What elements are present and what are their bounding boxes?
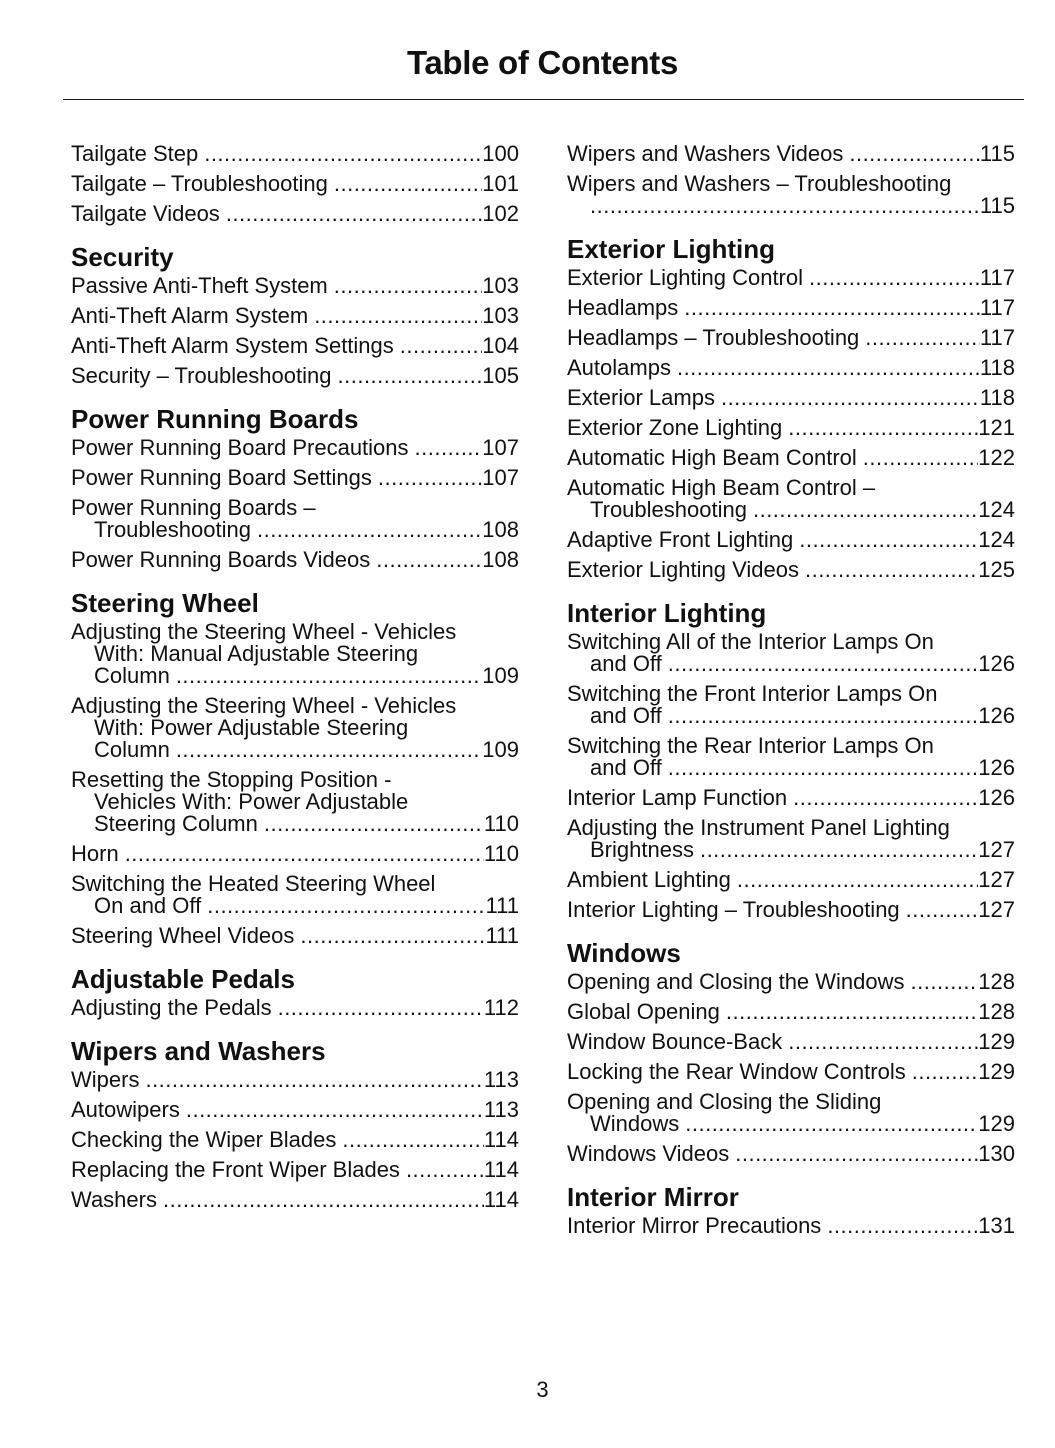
toc-entry[interactable] bbox=[567, 683, 1015, 727]
toc-entry-line bbox=[71, 1189, 519, 1211]
dot-leader bbox=[753, 499, 978, 521]
toc-entry-line bbox=[71, 549, 519, 571]
toc-entry[interactable] bbox=[567, 1215, 1015, 1237]
dot-leader bbox=[300, 925, 485, 947]
toc-page-number: 111 bbox=[485, 923, 519, 948]
toc-entry-line bbox=[71, 621, 519, 643]
toc-entry-line bbox=[71, 275, 519, 297]
toc-entry-title: Washers bbox=[71, 1187, 157, 1212]
toc-entry-line bbox=[71, 437, 519, 459]
toc-entry[interactable] bbox=[567, 267, 1015, 289]
toc-section bbox=[71, 1035, 519, 1211]
toc-entry-line bbox=[71, 643, 519, 665]
toc-entry-line bbox=[567, 971, 1015, 993]
toc-entry-line bbox=[71, 497, 519, 519]
toc-page-number: 107 bbox=[482, 435, 519, 460]
section-heading: Steering Wheel bbox=[71, 588, 259, 618]
toc-entry-line bbox=[567, 559, 1015, 581]
toc-section bbox=[567, 937, 1015, 1165]
toc-section bbox=[567, 233, 1015, 581]
toc-page-number: 115 bbox=[979, 193, 1015, 218]
toc-entry-title: Wipers bbox=[71, 1067, 140, 1092]
toc-entry[interactable] bbox=[71, 1159, 519, 1181]
toc-entry[interactable] bbox=[71, 173, 519, 195]
dot-leader bbox=[906, 899, 979, 921]
toc-entry-title: Adjusting the Pedals bbox=[71, 995, 272, 1020]
toc-entry[interactable] bbox=[567, 417, 1015, 439]
toc-entry-title: Horn bbox=[71, 841, 119, 866]
toc-entry-line bbox=[567, 757, 1015, 779]
toc-entry-title: Adjusting the Steering Wheel - Vehicles bbox=[71, 693, 457, 718]
toc-page-number: 100 bbox=[482, 141, 519, 166]
toc-entry-line bbox=[71, 895, 519, 917]
dot-leader bbox=[176, 739, 482, 761]
toc-entry-title: Checking the Wiper Blades bbox=[71, 1127, 337, 1152]
toc-entry-line bbox=[567, 1031, 1015, 1053]
dot-leader bbox=[668, 757, 979, 779]
dot-leader bbox=[700, 839, 978, 861]
toc-entry-line bbox=[567, 267, 1015, 289]
dot-leader bbox=[668, 653, 979, 675]
toc-entry-line bbox=[71, 173, 519, 195]
dot-leader bbox=[176, 665, 482, 687]
toc-page-number: 125 bbox=[978, 557, 1015, 582]
dot-leader bbox=[805, 559, 978, 581]
dot-leader bbox=[257, 519, 482, 541]
dot-leader bbox=[334, 173, 482, 195]
toc-section bbox=[71, 587, 519, 947]
toc-entry-line bbox=[567, 705, 1015, 727]
toc-entry-title: Headlamps – Troubleshooting bbox=[567, 325, 860, 350]
dot-leader bbox=[334, 275, 483, 297]
toc-entry[interactable] bbox=[567, 1031, 1015, 1053]
toc-entry[interactable] bbox=[71, 549, 519, 571]
toc-entry-line bbox=[71, 739, 519, 761]
toc-page-number: 108 bbox=[482, 517, 519, 542]
toc-page-number: 122 bbox=[978, 445, 1015, 470]
toc-page-number: 126 bbox=[978, 703, 1015, 728]
toc-entry-line bbox=[567, 735, 1015, 757]
dot-leader bbox=[145, 1069, 483, 1091]
toc-entry-line bbox=[71, 519, 519, 541]
toc-page-number: 114 bbox=[483, 1157, 519, 1182]
section-heading: Adjustable Pedals bbox=[71, 964, 295, 994]
toc-entry[interactable] bbox=[567, 173, 1015, 217]
toc-page-number: 131 bbox=[978, 1213, 1015, 1238]
toc-page-number: 126 bbox=[978, 651, 1015, 676]
toc-entry-title: With: Power Adjustable Steering bbox=[94, 715, 409, 740]
dot-leader bbox=[912, 1061, 979, 1083]
toc-entry-line bbox=[567, 387, 1015, 409]
toc-section bbox=[71, 963, 519, 1019]
dot-leader bbox=[207, 895, 485, 917]
dot-leader bbox=[406, 1159, 484, 1181]
toc-entry-line bbox=[567, 447, 1015, 469]
toc-entry[interactable] bbox=[71, 997, 519, 1019]
toc-entry[interactable] bbox=[567, 631, 1015, 675]
dot-leader bbox=[400, 335, 483, 357]
dot-leader bbox=[314, 305, 482, 327]
toc-entry-title: Vehicles With: Power Adjustable bbox=[94, 789, 409, 814]
toc-page-number: 102 bbox=[482, 201, 519, 226]
toc-entry-title: Exterior Lighting Videos bbox=[567, 557, 799, 582]
toc-entry-title: Global Opening bbox=[567, 999, 720, 1024]
toc-entry-title: Adjusting the Instrument Panel Lighting bbox=[567, 815, 950, 840]
page-title: Table of Contents bbox=[406, 44, 679, 81]
dot-leader bbox=[186, 1099, 484, 1121]
toc-entry[interactable] bbox=[567, 787, 1015, 809]
toc-entry-title: and Off bbox=[590, 703, 662, 728]
toc-entry-line bbox=[567, 817, 1015, 839]
toc-entry-line bbox=[71, 335, 519, 357]
toc-entry-line bbox=[567, 477, 1015, 499]
dot-leader bbox=[865, 327, 980, 349]
toc-entry-line bbox=[567, 297, 1015, 319]
toc-page-number: 113 bbox=[483, 1097, 519, 1122]
toc-page-number: 104 bbox=[482, 333, 519, 358]
toc-entry-title: Headlamps bbox=[567, 295, 679, 320]
dot-leader bbox=[378, 467, 482, 489]
toc-entry-line bbox=[567, 1061, 1015, 1083]
toc-entry-title: Brightness bbox=[590, 837, 694, 862]
toc-entry-line bbox=[71, 843, 519, 865]
toc-entry-line bbox=[567, 1113, 1015, 1135]
toc-entry-title: Autowipers bbox=[71, 1097, 180, 1122]
toc-column-right bbox=[567, 143, 1015, 1253]
toc-entry-title: Power Running Board Settings bbox=[71, 465, 372, 490]
section-heading: Interior Mirror bbox=[567, 1182, 739, 1212]
toc-entry[interactable] bbox=[567, 297, 1015, 319]
toc-entry-title: Wipers and Washers Videos bbox=[567, 141, 844, 166]
toc-page-number: 128 bbox=[978, 999, 1015, 1024]
page-number: 3 bbox=[536, 1377, 549, 1402]
section-heading: Windows bbox=[567, 938, 681, 968]
toc-entry-title: With: Manual Adjustable Steering bbox=[94, 641, 419, 666]
dot-leader bbox=[342, 1129, 484, 1151]
section-heading: Power Running Boards bbox=[71, 404, 359, 434]
toc-entry[interactable] bbox=[71, 925, 519, 947]
toc-entry[interactable] bbox=[71, 335, 519, 357]
toc-entry-title: Interior Mirror Precautions bbox=[567, 1213, 822, 1238]
dot-leader bbox=[827, 1215, 978, 1237]
toc-entry[interactable] bbox=[567, 899, 1015, 921]
toc-page-number: 109 bbox=[482, 737, 519, 762]
toc-entry-line bbox=[71, 997, 519, 1019]
dot-leader bbox=[863, 447, 978, 469]
dot-leader bbox=[163, 1189, 484, 1211]
toc-entry-title: Exterior Lighting Control bbox=[567, 265, 804, 290]
toc-entry-line bbox=[71, 305, 519, 327]
toc-entry-title: Power Running Boards Videos bbox=[71, 547, 371, 572]
toc-entry[interactable] bbox=[71, 769, 519, 835]
toc-entry-line bbox=[71, 769, 519, 791]
dot-leader bbox=[726, 1001, 978, 1023]
toc-entry-line bbox=[71, 1099, 519, 1121]
toc-entry-title: Column bbox=[94, 663, 170, 688]
toc-entry[interactable] bbox=[567, 1091, 1015, 1135]
dot-leader bbox=[684, 297, 980, 319]
toc-entry-title: Tailgate – Troubleshooting bbox=[71, 171, 328, 196]
toc-entry[interactable] bbox=[567, 1061, 1015, 1083]
toc-entry-line bbox=[567, 1091, 1015, 1113]
toc-entry[interactable] bbox=[71, 1129, 519, 1151]
toc-entry[interactable] bbox=[71, 305, 519, 327]
toc-entry-title: Ambient Lighting bbox=[567, 867, 731, 892]
dot-leader bbox=[793, 787, 978, 809]
toc-entry[interactable] bbox=[71, 695, 519, 761]
dot-leader bbox=[125, 843, 484, 865]
toc-entry-title: Troubleshooting bbox=[590, 497, 747, 522]
toc-entry[interactable] bbox=[71, 1099, 519, 1121]
toc-entry-line bbox=[71, 665, 519, 687]
toc-entry-title: Switching the Front Interior Lamps On bbox=[567, 681, 938, 706]
toc-page-number: 110 bbox=[483, 811, 519, 836]
toc-page-number: 129 bbox=[978, 1029, 1015, 1054]
toc-entry[interactable] bbox=[71, 275, 519, 297]
dot-leader bbox=[799, 529, 978, 551]
toc-entry[interactable] bbox=[567, 971, 1015, 993]
toc-entry[interactable] bbox=[71, 437, 519, 459]
toc-entry-line bbox=[71, 203, 519, 225]
toc-entry-title: Exterior Lamps bbox=[567, 385, 715, 410]
toc-entry-title: Opening and Closing the Windows bbox=[567, 969, 905, 994]
toc-entry-title: Automatic High Beam Control – bbox=[567, 475, 876, 500]
dot-leader bbox=[376, 549, 482, 571]
dot-leader bbox=[788, 1031, 978, 1053]
toc-entry-line bbox=[567, 499, 1015, 521]
toc-entry-title: Adaptive Front Lighting bbox=[567, 527, 794, 552]
toc-entry[interactable] bbox=[567, 327, 1015, 349]
toc-entry[interactable] bbox=[71, 843, 519, 865]
toc-page-number: 126 bbox=[978, 785, 1015, 810]
toc-entry-title: Power Running Boards – bbox=[71, 495, 316, 520]
toc-page-number: 126 bbox=[978, 755, 1015, 780]
toc-entry-line bbox=[71, 695, 519, 717]
toc-entry[interactable] bbox=[567, 735, 1015, 779]
toc-entry-line bbox=[567, 787, 1015, 809]
toc-entry[interactable] bbox=[567, 447, 1015, 469]
dot-leader bbox=[204, 143, 482, 165]
toc-entry[interactable] bbox=[567, 143, 1015, 165]
dot-leader bbox=[677, 357, 980, 379]
dot-leader bbox=[721, 387, 980, 409]
toc-page-number: 109 bbox=[482, 663, 519, 688]
toc-entry-title: Troubleshooting bbox=[94, 517, 251, 542]
toc-entry-line bbox=[71, 1129, 519, 1151]
toc-page-number: 108 bbox=[482, 547, 519, 572]
dot-leader bbox=[849, 143, 980, 165]
toc-entry-line bbox=[567, 357, 1015, 379]
toc-entry-title: Switching All of the Interior Lamps On bbox=[567, 629, 934, 654]
toc-entry[interactable] bbox=[71, 873, 519, 917]
toc-entry-line bbox=[567, 1215, 1015, 1237]
toc-page-number: 117 bbox=[979, 295, 1015, 320]
dot-leader bbox=[338, 365, 483, 387]
toc-entry-title: Window Bounce-Back bbox=[567, 1029, 783, 1054]
dot-leader bbox=[735, 1143, 978, 1165]
dot-leader bbox=[264, 813, 484, 835]
dot-leader bbox=[737, 869, 978, 891]
toc-entry-line bbox=[567, 683, 1015, 705]
toc-entry[interactable] bbox=[567, 817, 1015, 861]
toc-entry[interactable] bbox=[567, 387, 1015, 409]
dot-leader bbox=[415, 437, 483, 459]
toc-entry-title: Wipers and Washers – Troubleshooting bbox=[567, 171, 952, 196]
toc-entry-line bbox=[567, 653, 1015, 675]
toc-entry-title: Windows bbox=[590, 1111, 680, 1136]
toc-entry-title: On and Off bbox=[94, 893, 202, 918]
toc-entry-title: Anti-Theft Alarm System bbox=[71, 303, 309, 328]
toc-entry-line bbox=[71, 813, 519, 835]
toc-entry[interactable] bbox=[71, 365, 519, 387]
toc-entry[interactable] bbox=[71, 1069, 519, 1091]
toc-entry[interactable] bbox=[567, 357, 1015, 379]
toc-page-number: 112 bbox=[483, 995, 519, 1020]
toc-page-number: 118 bbox=[979, 355, 1015, 380]
toc-entry-title: Autolamps bbox=[567, 355, 671, 380]
dot-leader bbox=[911, 971, 979, 993]
toc-entry-title: and Off bbox=[590, 651, 662, 676]
toc-entry-title: Switching the Rear Interior Lamps On bbox=[567, 733, 934, 758]
toc-page-number: 114 bbox=[483, 1127, 519, 1152]
toc-entry-title: Adjusting the Steering Wheel - Vehicles bbox=[71, 619, 457, 644]
toc-column-left bbox=[71, 143, 519, 1227]
toc-section bbox=[71, 403, 519, 571]
toc-entry[interactable] bbox=[567, 869, 1015, 891]
toc-entry-title: and Off bbox=[590, 755, 662, 780]
toc-page-number: 110 bbox=[483, 841, 519, 866]
toc-entry-line bbox=[567, 869, 1015, 891]
toc-entry-title: Power Running Board Precautions bbox=[71, 435, 409, 460]
toc-entry-title: Windows Videos bbox=[567, 1141, 730, 1166]
toc-page-number: 130 bbox=[978, 1141, 1015, 1166]
toc-section bbox=[567, 1181, 1015, 1237]
toc-entry-line bbox=[567, 839, 1015, 861]
toc-entry-line bbox=[71, 925, 519, 947]
toc-entry-line bbox=[71, 1159, 519, 1181]
toc-page-number: 113 bbox=[483, 1067, 519, 1092]
toc-entry-line bbox=[71, 873, 519, 895]
toc-entry[interactable] bbox=[567, 559, 1015, 581]
toc-entry-line bbox=[567, 417, 1015, 439]
toc-page-number: 129 bbox=[978, 1111, 1015, 1136]
section-heading: Wipers and Washers bbox=[71, 1036, 326, 1066]
toc-entry-title: Steering Wheel Videos bbox=[71, 923, 295, 948]
toc-section bbox=[71, 241, 519, 387]
toc-entry-line bbox=[71, 717, 519, 739]
dot-leader bbox=[278, 997, 484, 1019]
toc-entry[interactable] bbox=[71, 467, 519, 489]
toc-page-number: 127 bbox=[978, 897, 1015, 922]
toc-entry-title: Opening and Closing the Sliding bbox=[567, 1089, 882, 1114]
toc-entry[interactable] bbox=[71, 621, 519, 687]
toc-page-number: 105 bbox=[482, 363, 519, 388]
toc-page-number: 101 bbox=[482, 171, 519, 196]
toc-page-number: 124 bbox=[978, 497, 1015, 522]
dot-leader bbox=[668, 705, 979, 727]
toc-entry-title: Locking the Rear Window Controls bbox=[567, 1059, 906, 1084]
toc-entry-line bbox=[567, 1001, 1015, 1023]
toc-page-number: 111 bbox=[485, 893, 519, 918]
toc-entry-title: Passive Anti-Theft System bbox=[71, 273, 328, 298]
toc-entry[interactable] bbox=[71, 497, 519, 541]
toc-entry-title: Anti-Theft Alarm System Settings bbox=[71, 333, 394, 358]
toc-entry-title: Column bbox=[94, 737, 170, 762]
toc-entry-title: Resetting the Stopping Position - bbox=[71, 767, 392, 792]
section-heading: Security bbox=[71, 242, 174, 272]
toc-entry-line bbox=[71, 467, 519, 489]
toc-entry[interactable] bbox=[71, 143, 519, 165]
dot-leader bbox=[590, 195, 980, 217]
toc-entry-line bbox=[567, 173, 1015, 195]
toc-entry-line bbox=[567, 1143, 1015, 1165]
toc-page-number: 118 bbox=[979, 385, 1015, 410]
toc-page-number: 117 bbox=[979, 325, 1015, 350]
dot-leader bbox=[788, 417, 978, 439]
toc-entry-line bbox=[567, 631, 1015, 653]
toc-entry-line bbox=[567, 195, 1015, 217]
dot-leader bbox=[226, 203, 482, 225]
toc-page-number: 103 bbox=[482, 303, 519, 328]
toc-entry-title: Interior Lamp Function bbox=[567, 785, 788, 810]
toc-entry-line bbox=[567, 143, 1015, 165]
section-heading: Interior Lighting bbox=[567, 598, 767, 628]
toc-entry[interactable] bbox=[567, 1143, 1015, 1165]
dot-leader bbox=[685, 1113, 978, 1135]
toc-entry-title: Interior Lighting – Troubleshooting bbox=[567, 897, 900, 922]
toc-entry-title: Replacing the Front Wiper Blades bbox=[71, 1157, 400, 1182]
toc-entry-line bbox=[71, 143, 519, 165]
toc-entry-title: Switching the Heated Steering Wheel bbox=[71, 871, 436, 896]
toc-section bbox=[567, 143, 1015, 217]
toc-page-number: 117 bbox=[979, 265, 1015, 290]
toc-entry-title: Automatic High Beam Control bbox=[567, 445, 857, 470]
toc-page-number: 121 bbox=[978, 415, 1015, 440]
toc-entry[interactable] bbox=[567, 1001, 1015, 1023]
toc-entry-line bbox=[71, 1069, 519, 1091]
toc-entry-title: Security – Troubleshooting bbox=[71, 363, 332, 388]
toc-page-number: 128 bbox=[978, 969, 1015, 994]
toc-page-number: 129 bbox=[978, 1059, 1015, 1084]
toc-section bbox=[567, 597, 1015, 921]
toc-entry[interactable] bbox=[567, 529, 1015, 551]
toc-entry[interactable] bbox=[71, 1189, 519, 1211]
toc-entry-line bbox=[567, 899, 1015, 921]
toc-section bbox=[71, 143, 519, 225]
toc-entry-line bbox=[71, 791, 519, 813]
toc-page-number: 115 bbox=[979, 141, 1015, 166]
title-divider bbox=[63, 99, 1024, 100]
toc-page-number: 124 bbox=[978, 527, 1015, 552]
toc-page-number: 127 bbox=[978, 867, 1015, 892]
toc-page-number: 107 bbox=[482, 465, 519, 490]
toc-entry-title: Tailgate Step bbox=[71, 141, 199, 166]
toc-page-number: 114 bbox=[483, 1187, 519, 1212]
toc-entry-title: Exterior Zone Lighting bbox=[567, 415, 783, 440]
toc-page-number: 103 bbox=[482, 273, 519, 298]
dot-leader bbox=[809, 267, 980, 289]
toc-entry-line bbox=[71, 365, 519, 387]
toc-entry[interactable] bbox=[567, 477, 1015, 521]
toc-entry-title: Steering Column bbox=[94, 811, 258, 836]
toc-entry[interactable] bbox=[71, 203, 519, 225]
toc-entry-line bbox=[567, 327, 1015, 349]
section-heading: Exterior Lighting bbox=[567, 234, 775, 264]
toc-entry-title: Tailgate Videos bbox=[71, 201, 220, 226]
toc-page-number: 127 bbox=[978, 837, 1015, 862]
toc-entry-line bbox=[567, 529, 1015, 551]
